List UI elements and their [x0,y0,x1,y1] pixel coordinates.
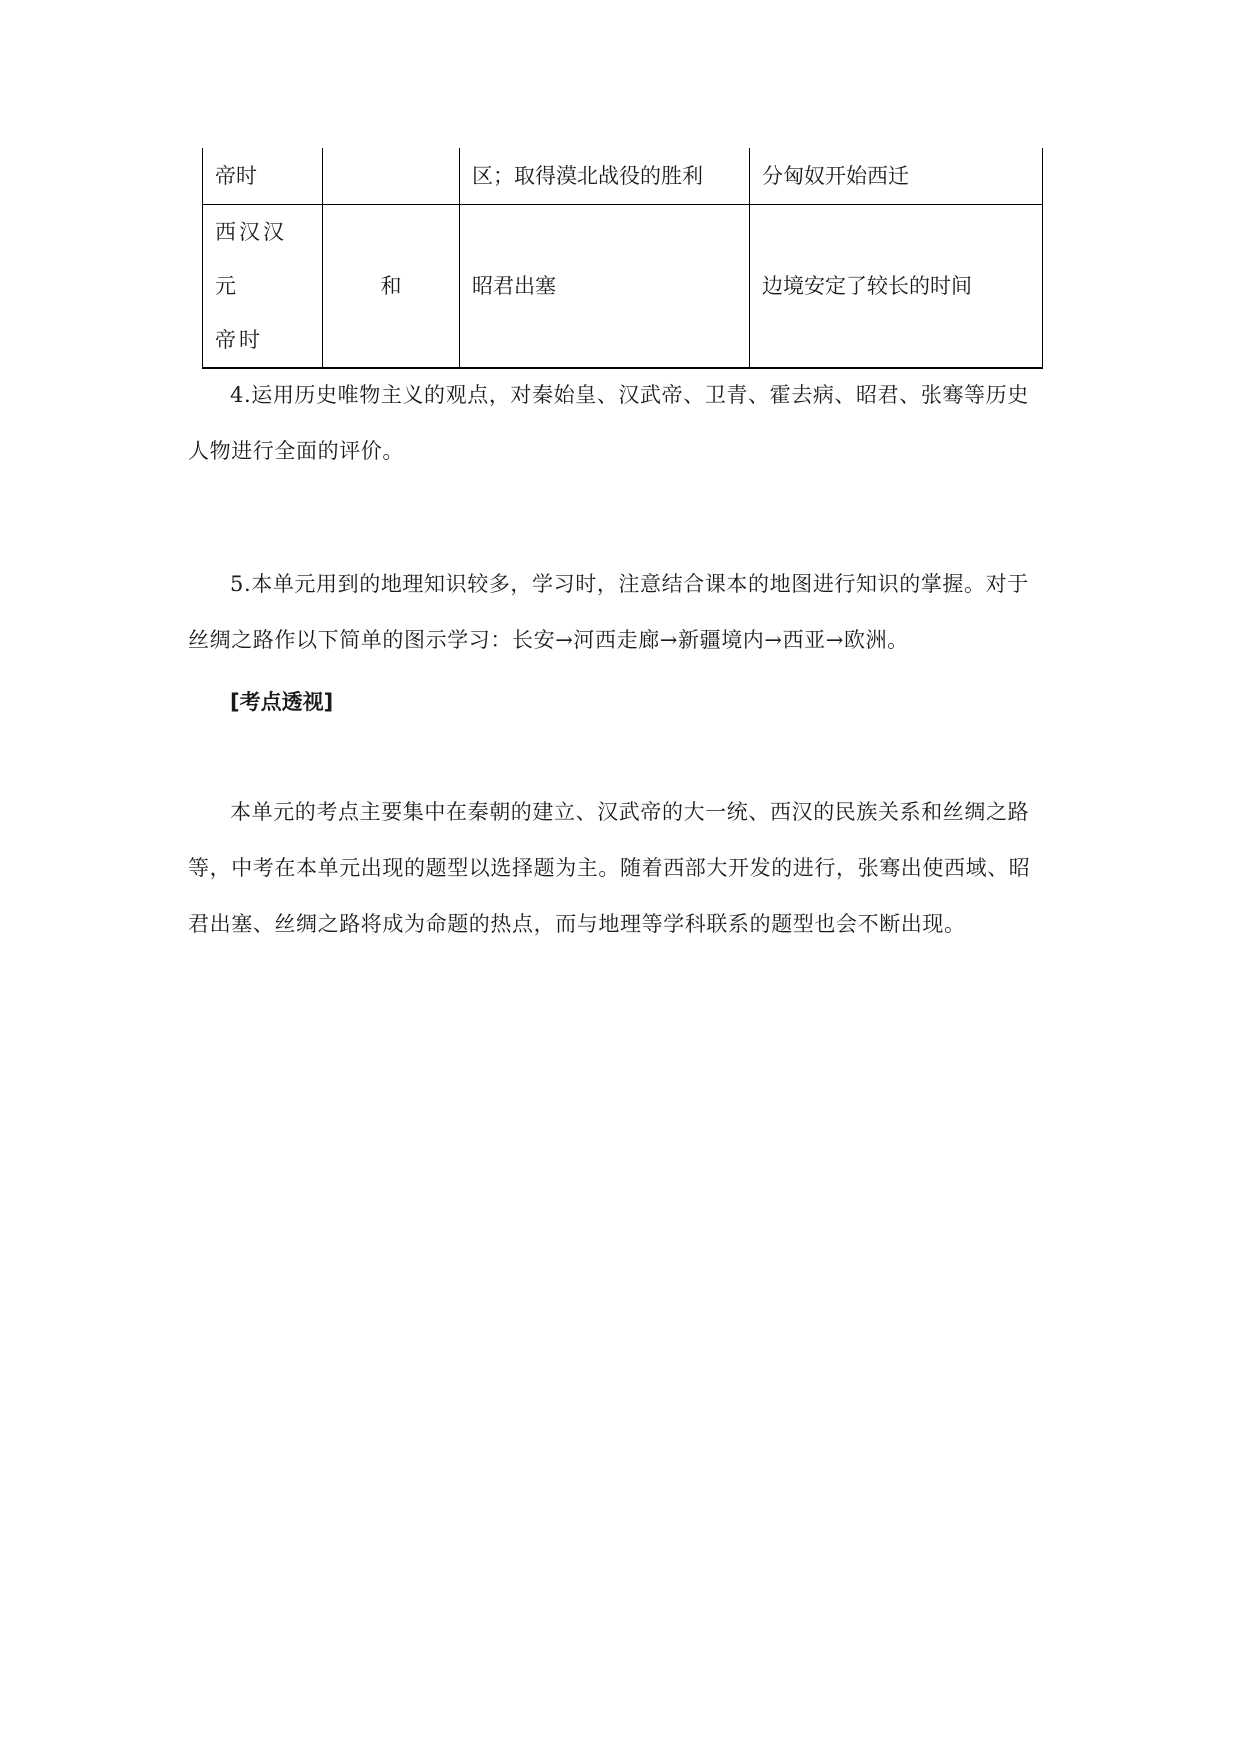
paragraph-5: 5.本单元用到的地理知识较多，学习时，注意结合课本的地图进行知识的掌握。对于丝绸之路作以下简单的图示学习：长安→河西走廊→新疆境内→西亚→欧洲。 [188,572,1029,652]
emperor-line-1: 西汉汉元 [215,220,287,298]
table-row [203,205,1043,369]
emperor-line-2: 帝时 [215,328,263,352]
section-body: 本单元的考点主要集中在秦朝的建立、汉武帝的大一统、西汉的民族关系和丝绸之路等，中考在本单元出现的题型以选择题为主。随着西部大开发的进行，张骞出使西域、昭君出塞、丝绸之路将成为命题的热点，而与地理等学科联系的题型也会不断出现。 [188,800,1031,936]
section-heading: [考点透视] [230,690,334,714]
table-cell-effect: 分匈奴开始西迁 [750,148,1043,205]
table-cell-emperor [203,205,323,369]
table-row [203,148,1043,205]
table-cell-effect: 边境安定了较长的时间 [750,205,1043,369]
table-cell-ethnic: 和 [323,205,460,369]
paragraph-4: 4.运用历史唯物主义的观点，对秦始皇、汉武帝、卫青、霍去病、昭君、张骞等历史人物进行全面的评价。 [188,383,1029,463]
table-cell-event: 昭君出塞 [460,205,750,369]
history-table [202,148,1043,369]
table-cell-emperor: 帝时 [203,148,323,205]
table-cell-event: 区；取得漠北战役的胜利 [460,148,750,205]
table-cell-ethnic [323,148,460,205]
